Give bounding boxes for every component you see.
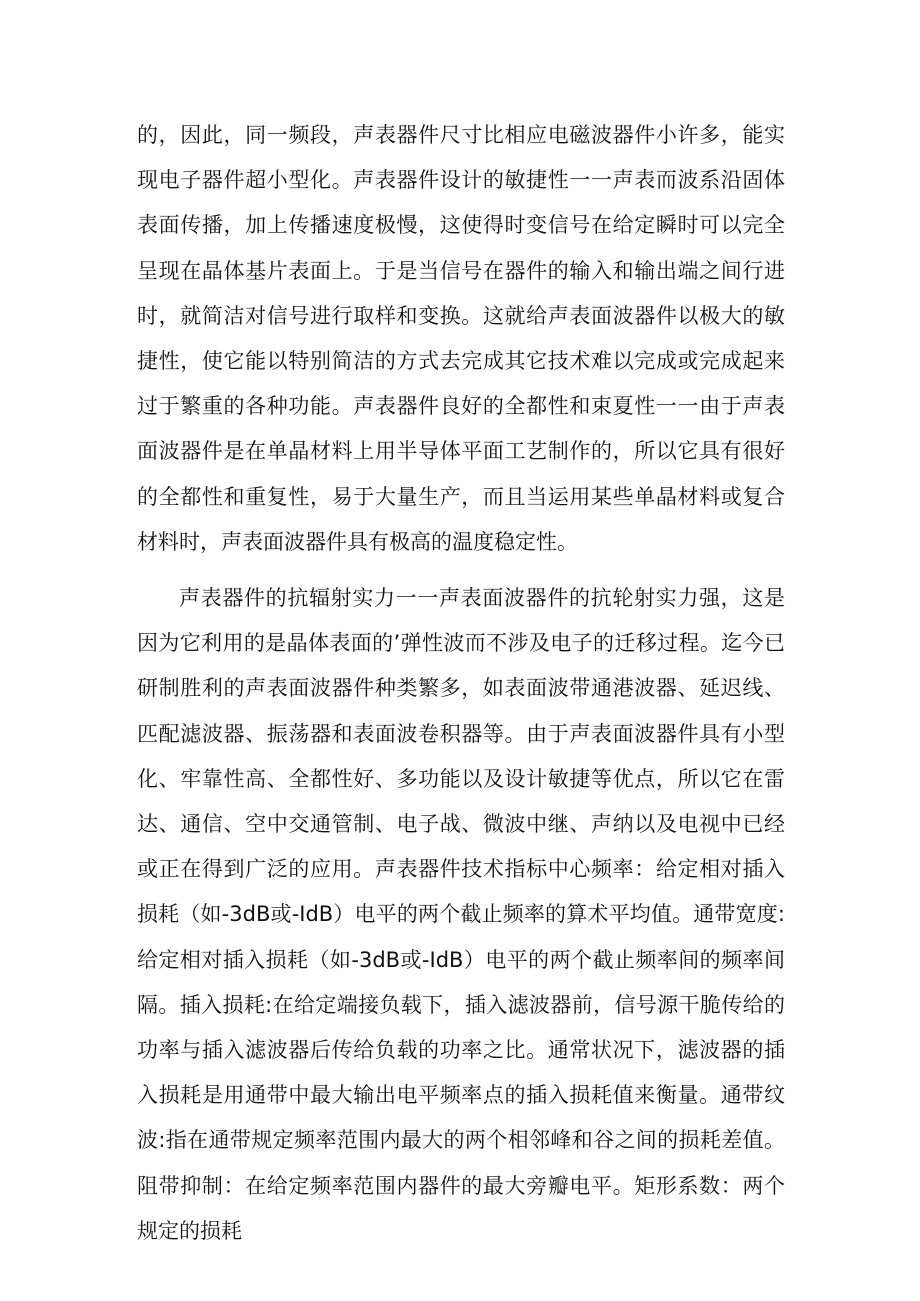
paragraph-2: 声表器件的抗辐射实力一一声表面波器件的抗轮射实力强，这是因为它利用的是晶体表面的’弹性波而不涉及电子的迁移过程。迄今已研制胜利的声表面波器件种类繁多，如表面波带通港波器、延迟线、匹配滤波器、振荡器和表面波卷积器等。由于声表面波器件具有小型化、牢靠性高、全都性好、多功能以及设计敏捷等优点，所以它在雷达、通信、空中交通管制、电子战、微波中继、声纳以及电视中已经或正在得到广泛的应用。声表器件技术指标中心频率：给定相对插入损耗（如-3dB或-IdB）电平的两个截止频率的算术平均值。通带宽度:给定相对插入损耗（如-3dB或-IdB）电平的两个截止频率间的频率间隔。插入损耗:在给定端接负载下，插入滤波器前，信号源干脆传给的功率与插入滤波器后传给负载的功率之比。通常状况下，滤波器的插入损耗是用通带中最大输出电平频率点的插入损耗值来衡量。通带纹波:指在通带规定频率范围内最大的两个相邻峰和谷之间的损耗差值。阻带抑制：在给定频率范围内器件的最大旁瓣电平。矩形系数：两个规定的损耗	[137, 586, 785, 1243]
body-text	[137, 113, 785, 1254]
paragraph-1: 的，因此，同一频段，声表器件尺寸比相应电磁波器件小许多，能实现电子器件超小型化。声表器件设计的敏捷性一一声表而波系沿固体表面传播，加上传播速度极慢，这使得时变信号在给定瞬时可以完全呈现在晶体基片表面上。于是当信号在器件的输入和输出端之间行进时，就简洁对信号进行取样和变换。这就给声表面波器件以极大的敏捷性，使它能以特别简洁的方式去完成其它技术难以完成或完成起来过于繁重的各种功能。声表器件良好的全都性和束夏性一一由于声表面波器件是在单晶材料上用半导体平面工艺制作的，所以它具有很好的全都性和重复性，易于大量生产，而且当运用某些单晶材料或复合材料时，声表面波器件具有极高的温度稳定性。	[137, 123, 785, 554]
